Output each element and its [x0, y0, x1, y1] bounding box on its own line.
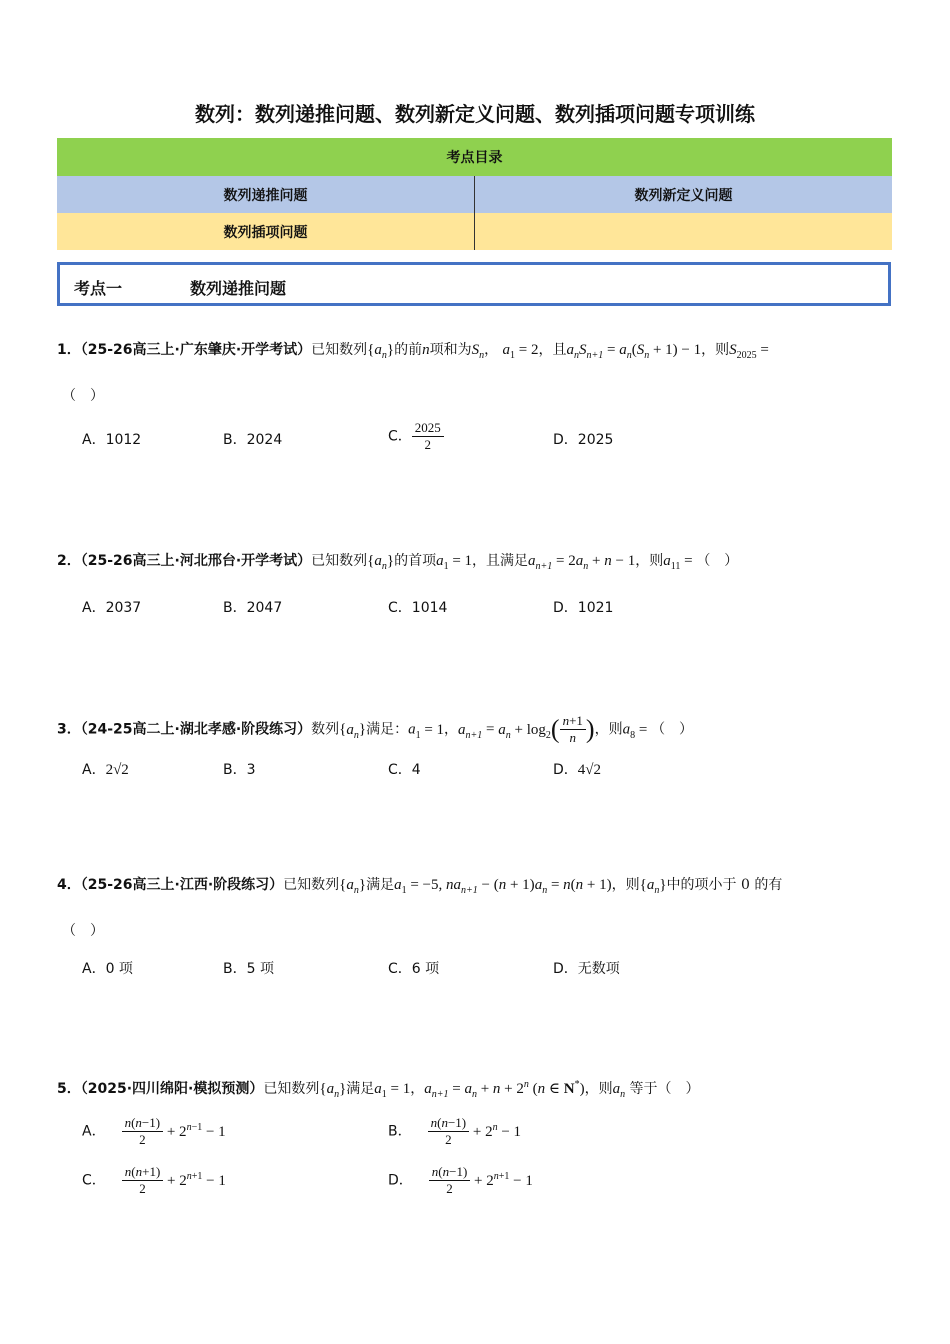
option-a[interactable]: A．2√2 — [82, 762, 129, 778]
option-d[interactable]: D．4√2 — [553, 762, 602, 778]
option-a[interactable]: A． $\frac{n(n-1)}{2}$ + $2^{n-1} - 1$ — [82, 1115, 226, 1147]
question-number: 5． — [57, 1081, 81, 1097]
option-d[interactable]: D．2025 — [553, 432, 614, 448]
question-text: ，则 — [611, 877, 640, 893]
question-text: 数列 — [311, 721, 340, 738]
option-b[interactable]: B．5 项 — [223, 961, 274, 977]
question-text: ，则 — [594, 721, 623, 738]
question-text: 已知数列 — [263, 1081, 320, 1097]
option-b[interactable]: B．2024 — [223, 432, 283, 448]
question-1: 1．（25-26高三上·广东肇庆·开学考试）已知数列$\{a_n\}$的前n项和为$S_n$， $a_1 = 2$，且$a_nS_{n+1} = a_n(S_n + 1) - 1$，则$S_{2025}$ = — [57, 342, 769, 361]
question-text: ，则 — [701, 342, 730, 358]
answer-paren: （ ） — [696, 553, 739, 569]
option-b[interactable]: B．2047 — [223, 600, 283, 616]
question-text: ， — [444, 721, 459, 738]
question-text: 项和为 — [429, 342, 472, 358]
option-d[interactable]: D． $\frac{n(n-1)}{2}$ + $2^{n+1} - 1$ — [388, 1164, 533, 1196]
option-c[interactable]: C． $\frac{2025}{2}$ — [388, 420, 444, 453]
question-text: ，则 — [584, 1081, 613, 1097]
question-number: 1． — [57, 342, 81, 358]
option-c[interactable]: C．4 — [388, 762, 421, 778]
question-4: 4．（25-26高三上·江西·阶段练习）已知数列$\{a_n\}$满足$a_1 = -5$, $na_{n+1} - (n + 1)a_n = n(n + 1)$，则$\{a_n\}$中的项小于 0 的有 — [57, 877, 783, 896]
question-text: ，且 — [538, 342, 567, 358]
question-source: （25-26高三上·广东肇庆·开学考试） — [80, 342, 312, 358]
question-text: ， — [410, 1081, 425, 1097]
question-text: ，则 — [635, 553, 664, 569]
question-5: 5．（2025·四川绵阳·模拟预测）已知数列$\{a_n\}$满足$a_1 = 1$，$a_{n+1} = a_n + n + 2^n$ (n ∈ N*)，则$a_n$ 等于（ ） — [57, 1079, 700, 1100]
option-b[interactable]: B． $\frac{n(n-1)}{2}$ + $2^n - 1$ — [388, 1115, 522, 1147]
section-number: 考点一 — [74, 279, 123, 298]
answer-paren: （ ） — [62, 923, 104, 939]
question-text: 满足 — [366, 877, 395, 893]
toc-item-insertion: 数列插项问题 — [57, 213, 475, 250]
question-3: 3．（24-25高二上·湖北孝感·阶段练习）数列$\{a_n\}$满足：$a_1 = 1$，$a_{n+1} = a_n + \log_2$( $\frac{n+1}{n}$ )，则$a_8$ = （ ） — [57, 713, 694, 745]
option-a[interactable]: A．1012 — [82, 432, 142, 448]
question-text: 已知数列 — [311, 342, 368, 358]
question-number: 4． — [57, 877, 81, 893]
section-header — [57, 262, 891, 306]
option-c[interactable]: C．1014 — [388, 600, 448, 616]
fraction: $\frac{2025}{2}$ — [412, 420, 444, 453]
question-source: （2025·四川绵阳·模拟预测） — [80, 1081, 264, 1097]
question-text: 已知数列 — [283, 877, 340, 893]
question-number: 2． — [57, 553, 81, 569]
question-text: 已知数列 — [311, 553, 368, 569]
question-source: （24-25高二上·湖北孝感·阶段练习） — [80, 721, 312, 738]
toc-table — [57, 138, 892, 250]
option-d[interactable]: D．无数项 — [553, 961, 620, 977]
answer-paren: （ ） — [62, 388, 104, 404]
question-source: （25-26高三上·河北邢台·开学考试） — [80, 553, 312, 569]
option-b[interactable]: B．3 — [223, 762, 256, 778]
question-text: ，且满足 — [472, 553, 529, 569]
option-a[interactable]: A．0 项 — [82, 961, 133, 977]
toc-item-new-definition: 数列新定义问题 — [475, 176, 893, 213]
question-text: 中的项小于 0 的有 — [666, 877, 783, 893]
toc-header: 考点目录 — [57, 138, 892, 176]
question-source: （25-26高三上·江西·阶段练习） — [80, 877, 284, 893]
question-text: 等于（ ） — [629, 1081, 700, 1097]
question-2: 2．（25-26高三上·河北邢台·开学考试）已知数列$\{a_n\}$的首项$a_1 = 1$，且满足$a_{n+1} = 2a_n + n - 1$，则$a_{11}$ = （ ） — [57, 553, 739, 572]
fraction: $\frac{n+1}{n}$ — [560, 713, 586, 746]
page-title: 数列：数列递推问题、数列新定义问题、数列插项问题专项训练 — [195, 102, 755, 126]
question-text: 的首项 — [394, 553, 437, 569]
toc-item-recurrence: 数列递推问题 — [57, 176, 475, 213]
question-text: 满足 — [346, 1081, 375, 1097]
toc-item-empty — [475, 213, 893, 250]
answer-paren: （ ） — [651, 721, 694, 738]
option-c[interactable]: C．6 项 — [388, 961, 440, 977]
option-c[interactable]: C． $\frac{n(n+1)}{2}$ + $2^{n+1} - 1$ — [82, 1164, 226, 1196]
question-number: 3． — [57, 721, 81, 738]
section-name: 数列递推问题 — [190, 279, 287, 298]
option-a[interactable]: A．2037 — [82, 600, 142, 616]
question-text: 的前 — [394, 342, 423, 358]
option-d[interactable]: D．1021 — [553, 600, 614, 616]
question-text: 满足： — [366, 721, 409, 738]
